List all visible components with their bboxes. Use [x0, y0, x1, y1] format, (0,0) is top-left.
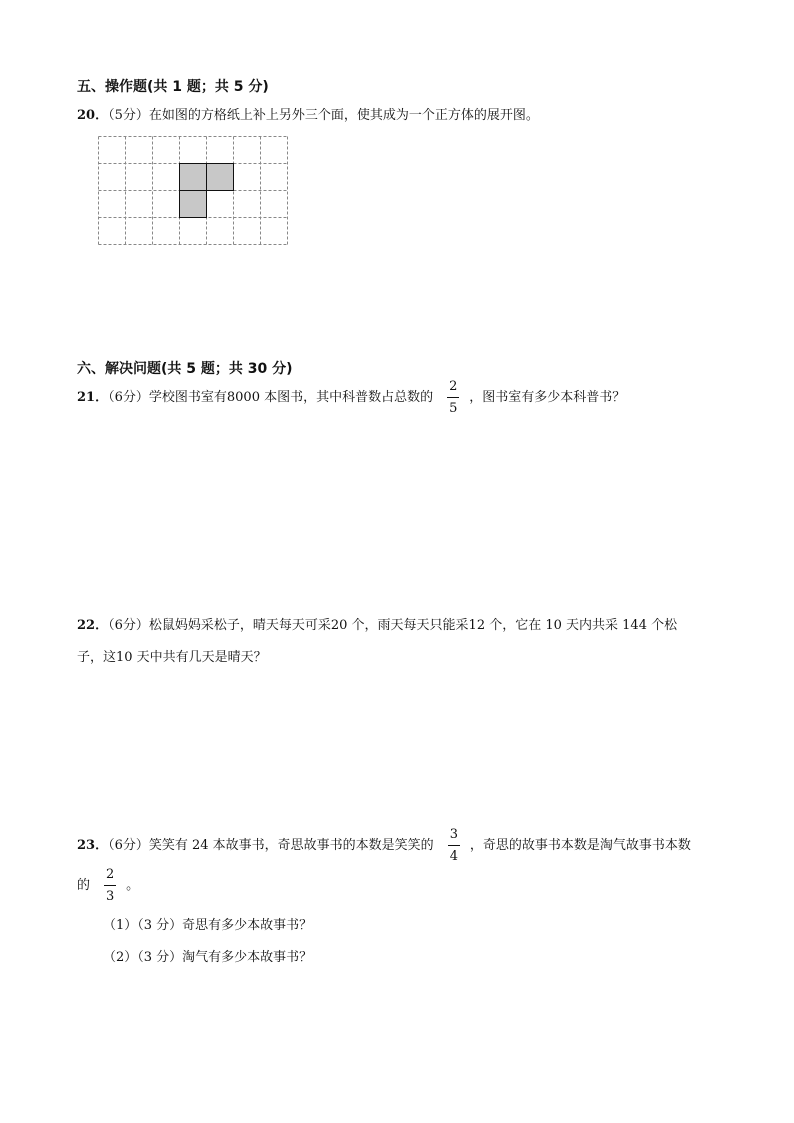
fraction-three-quarters [448, 828, 460, 863]
question-score: （6分） [108, 838, 149, 853]
fraction-denominator: 5 [449, 401, 458, 416]
question-number: 21． [77, 390, 109, 405]
question-text: 在如图的方格纸上补上另外三个面，使其成为一个正方体的展开图。 [148, 108, 539, 123]
question-22 [77, 614, 677, 633]
question-number: 22． [77, 618, 109, 633]
section-title-problem-solving: 六、解决问题(共 5 题；共 30 分) [77, 361, 293, 377]
question-number: 23． [77, 838, 109, 853]
question-text: ，图书室有多少本科普书？ [469, 390, 626, 405]
section-title-operation: 五、操作题(共 1 题；共 5 分) [77, 79, 269, 95]
question-number: 20． [77, 108, 109, 123]
question-text: 松鼠妈妈采松子，晴天每天可采20 个，雨天每天只能采12 个，它在 10 天内共采 144 个松 [148, 618, 678, 633]
question-text: 学校图书室有8000 本图书，其中科普数占总数的 [148, 390, 434, 405]
question-21 [77, 380, 625, 415]
question-text: 笑笑有 24 本故事书，奇思故事书的本数是笑笑的 [148, 838, 434, 853]
question-22-line2: 子，这10 天中共有几天是晴天？ [77, 650, 267, 665]
fraction-numerator: 2 [106, 867, 115, 882]
question-text: 。 [126, 878, 140, 893]
question-score: （6分） [108, 618, 149, 633]
question-23 [77, 828, 691, 863]
fraction-numerator: 3 [449, 827, 458, 842]
fraction-two-thirds [104, 868, 116, 903]
question-23-line2 [77, 868, 139, 903]
question-score: （6分） [108, 390, 149, 405]
fraction-denominator: 3 [106, 889, 115, 904]
question-23-part-2: （2）（3 分）淘气有多少本故事书？ [103, 950, 313, 965]
fraction-two-fifths [447, 380, 459, 415]
question-20 [77, 104, 539, 123]
cube-net-grid [98, 136, 288, 246]
question-score: （5分） [108, 108, 149, 123]
question-23-part-1: （1）（3 分）奇思有多少本故事书？ [103, 918, 313, 933]
fraction-numerator: 2 [449, 379, 458, 394]
fraction-denominator: 4 [449, 849, 458, 864]
net-face-square [180, 164, 207, 191]
question-text: ，奇思的故事书本数是淘气故事书本数 [469, 838, 691, 853]
question-text: 的 [77, 878, 91, 893]
net-face-square [180, 191, 207, 218]
net-face-square [207, 164, 234, 191]
